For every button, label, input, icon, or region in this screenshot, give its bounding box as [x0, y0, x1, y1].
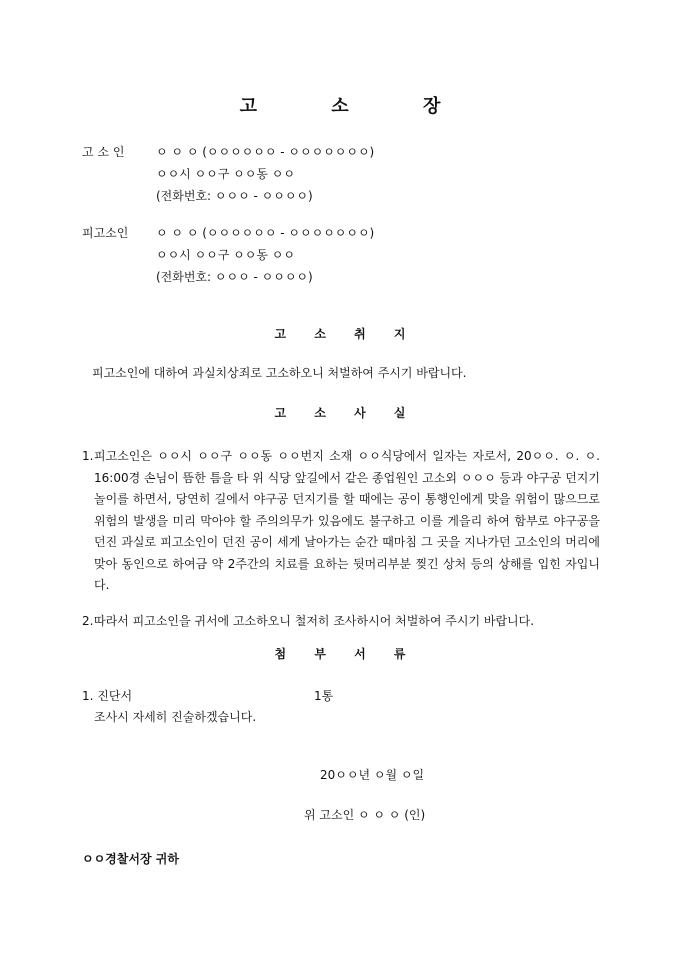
attachments-list — [82, 686, 334, 728]
facts-item-number: 2. — [82, 613, 94, 628]
accused-address: ㅇㅇ시 ㅇㅇ구 ㅇㅇ동 ㅇㅇ — [156, 248, 295, 262]
facts-item-number: 1. — [82, 449, 94, 463]
complainant-label: 고 소 인 — [82, 145, 125, 159]
purpose-heading: 고 소 취 지 — [274, 327, 418, 341]
facts-list — [82, 446, 600, 632]
accused-phone: (전화번호: ㅇㅇㅇ - ㅇㅇㅇㅇ) — [156, 270, 313, 284]
attachment-count: 1통 — [314, 689, 334, 703]
attachments-heading: 첨 부 서 류 — [274, 647, 418, 661]
complainant-name-id: ㅇ ㅇ ㅇ (ㅇㅇㅇㅇㅇㅇ - ㅇㅇㅇㅇㅇㅇㅇ) — [156, 145, 375, 159]
attachment-number: 1. — [82, 689, 94, 703]
facts-item — [82, 611, 600, 633]
facts-item — [82, 446, 600, 597]
document-date: 20ㅇㅇ년 ㅇ월 ㅇ일 — [320, 768, 425, 782]
document-title: 고 소 장 — [239, 96, 475, 117]
accused-name-id: ㅇ ㅇ ㅇ (ㅇㅇㅇㅇㅇㅇ - ㅇㅇㅇㅇㅇㅇㅇ) — [156, 226, 375, 240]
facts-item-text: 피고소인은 ㅇㅇ시 ㅇㅇ구 ㅇㅇ동 ㅇㅇ번지 소재 ㅇㅇ식당에서 일자는 자로서, 20ㅇㅇ. ㅇ. ㅇ. 16:00경 손님이 뜸한 틈을 타 위 식당 앞길에서 같은 종업원인 고소외 ㅇㅇㅇ 등과 야구공 던지기 놀이를 하면서, 당연히 길에서 야구공 던지기를 할 때에는 공이 통행인에게 맞을 위험이 많으므로 위험의 발생을 미리 막아야 할 주의의무가 있음에도 불구하고 이를 게을리 하여 함부로 야구공을 던진 과실로 피고소인이 던진 공이 세게 날아가는 순간 때마침 그 곳을 지나가던 고소인의 머리에 맞아 동인으로 하여금 약 2주간의 치료를 요하는 뒷머리부분 찢긴 상처 등의 상해를 입힌 자입니다. — [94, 449, 600, 592]
facts-item-text: 따라서 피고소인을 귀서에 고소하오니 철저히 조사하시어 처벌하여 주시기 바랍니다. — [94, 613, 535, 628]
complainant-address: ㅇㅇ시 ㅇㅇ구 ㅇㅇ동 ㅇㅇ — [156, 167, 295, 181]
attachment-note: 조사시 자세히 진술하겠습니다. — [94, 710, 257, 724]
attachment-item — [82, 686, 334, 707]
signer-line: 위 고소인 ㅇ ㅇ ㅇ (인) — [304, 808, 426, 822]
facts-heading: 고 소 사 실 — [274, 406, 418, 420]
attachment-name: 진단서 — [97, 689, 133, 703]
recipient-line: ㅇㅇ경찰서장 귀하 — [82, 852, 179, 866]
accused-label: 피고소인 — [82, 226, 129, 240]
purpose-text: 피고소인에 대하여 과실치상죄로 고소하오니 처벌하여 주시기 바랍니다. — [92, 366, 467, 380]
complainant-phone: (전화번호: ㅇㅇㅇ - ㅇㅇㅇㅇ) — [156, 189, 313, 203]
